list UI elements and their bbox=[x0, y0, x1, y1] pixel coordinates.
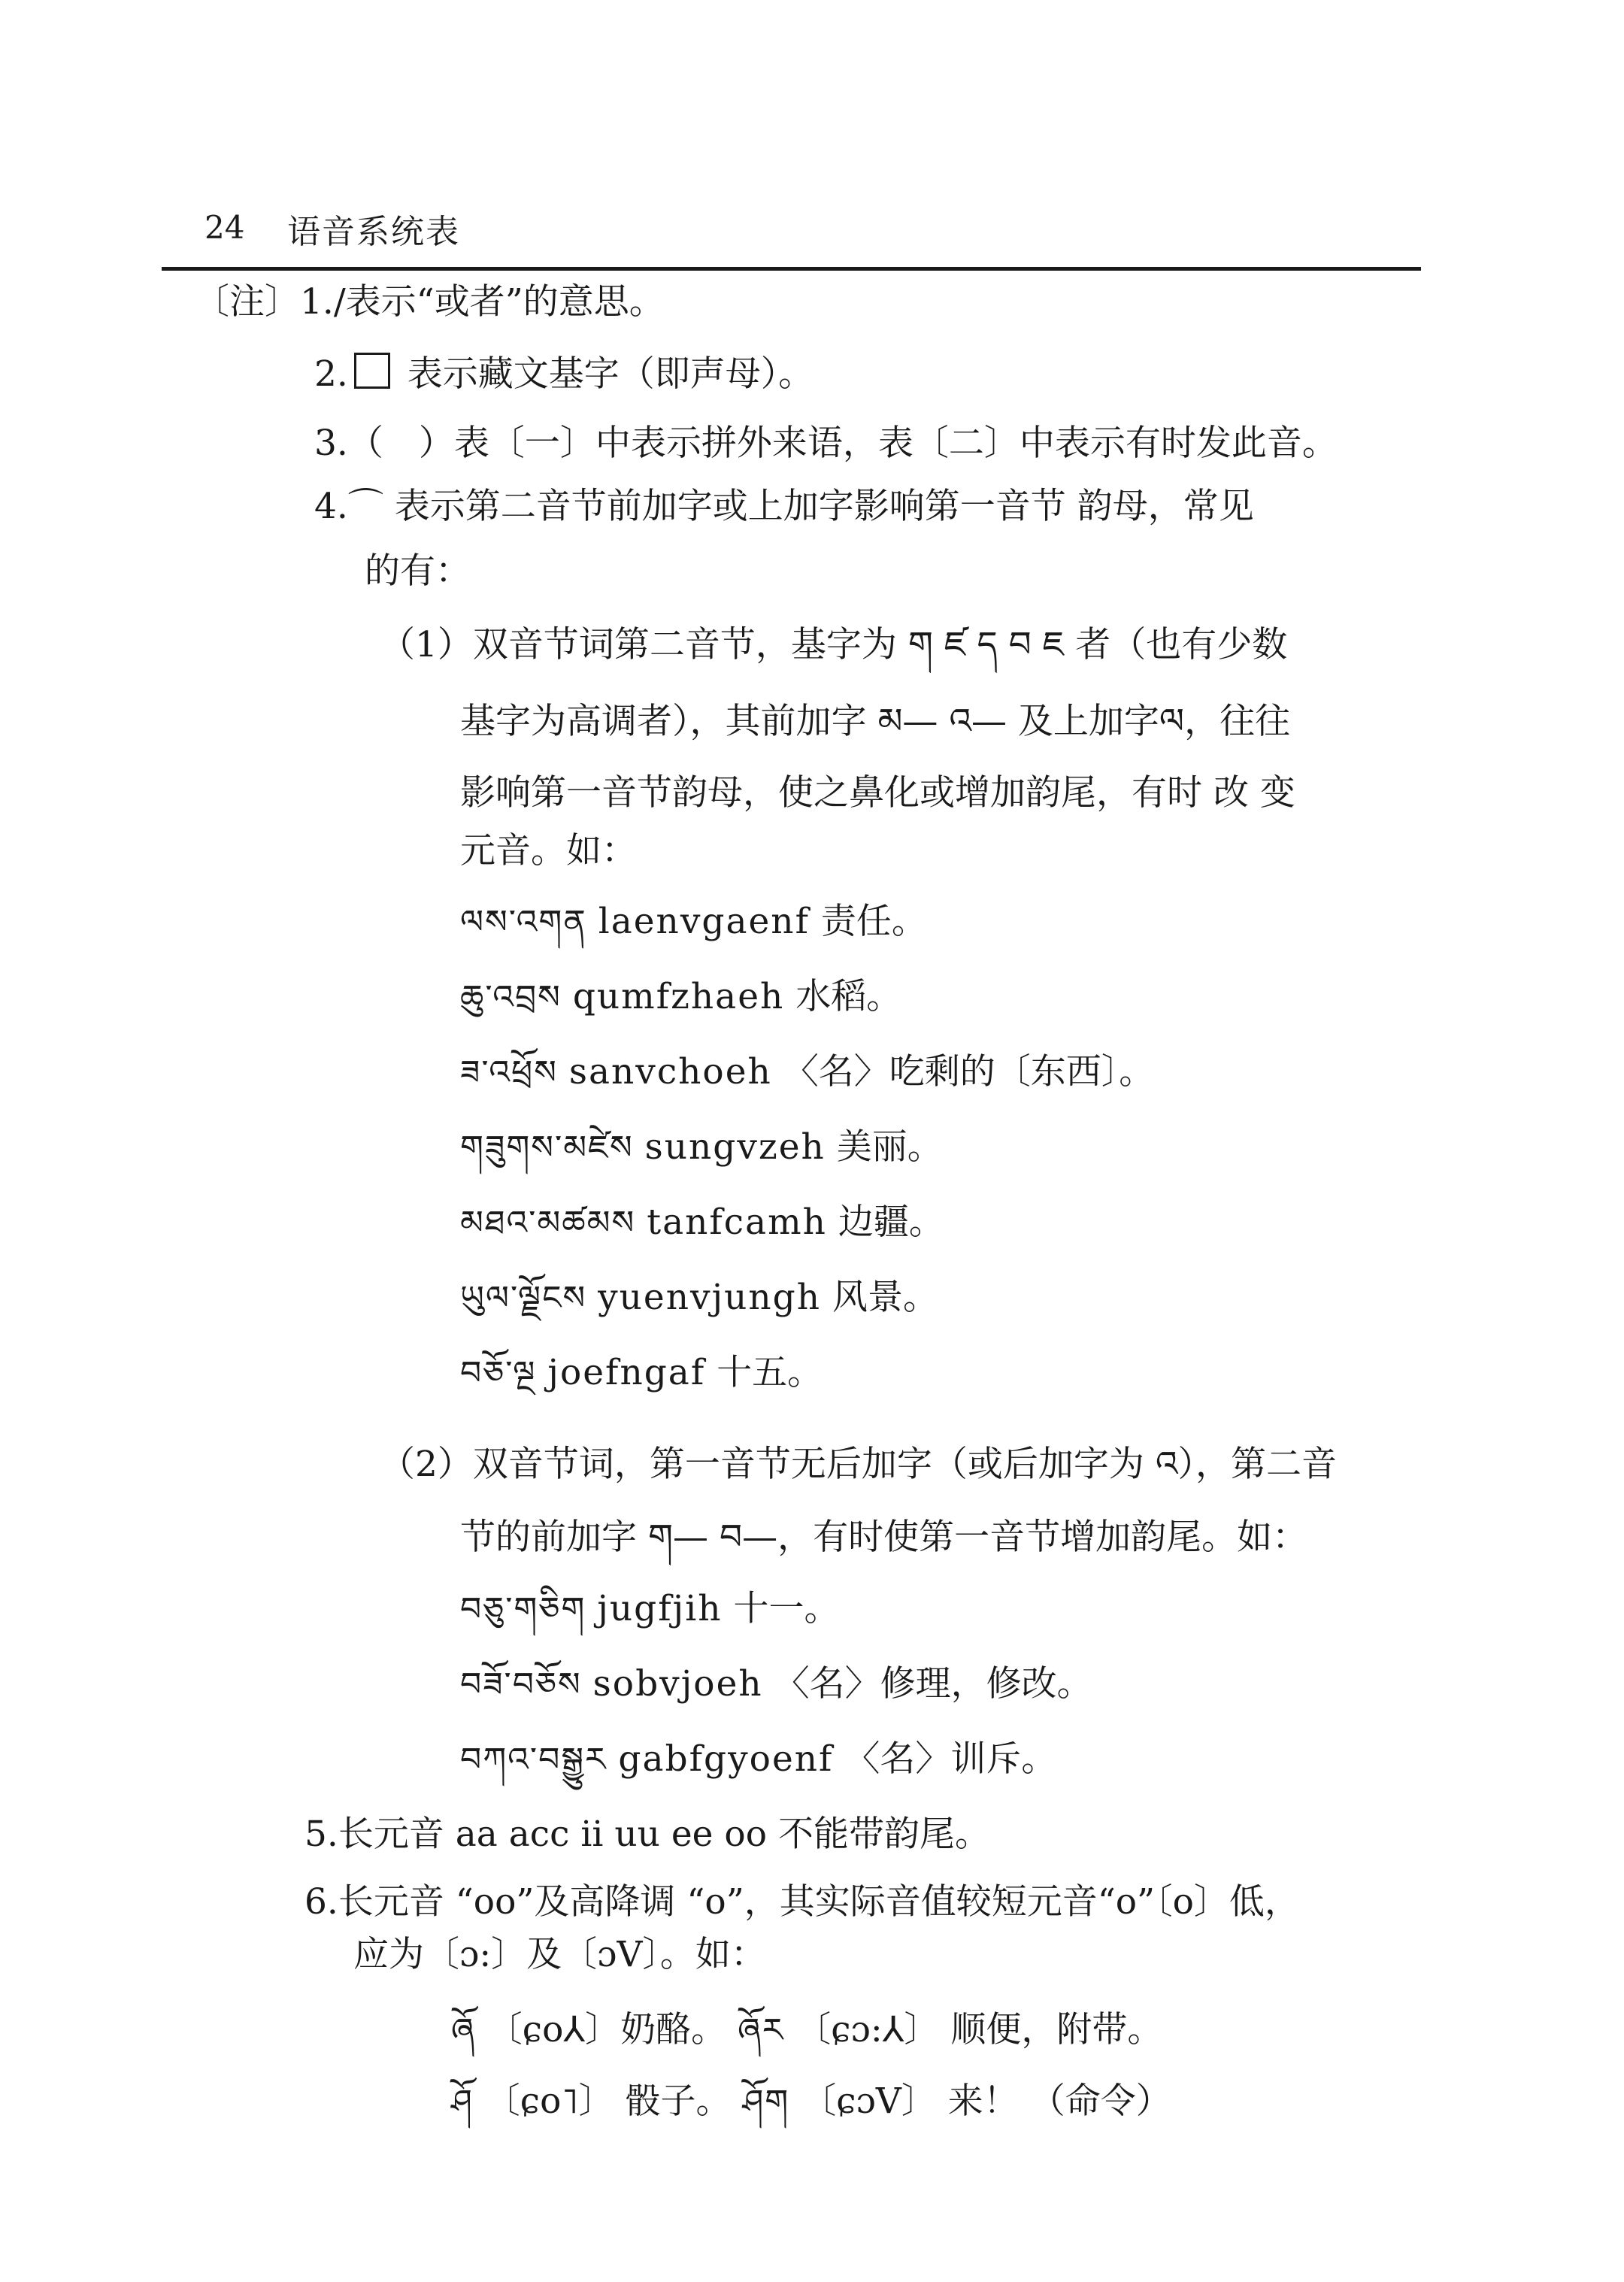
gloss: 来！ （命令） bbox=[947, 2080, 1171, 2122]
note-4-line-2: 的有： bbox=[365, 550, 471, 592]
note-3: 3.（ ）表〔一〕中表示拼外来语，表〔二〕中表示有时发此音。 bbox=[314, 423, 1338, 464]
gloss: 十一。 bbox=[733, 1588, 840, 1629]
romanization: yuenvjungh bbox=[598, 1277, 822, 1318]
example-item bbox=[460, 1737, 1056, 1783]
tibetan-word: ཆུ་འབྲས bbox=[460, 978, 562, 1017]
gloss: 边疆。 bbox=[838, 1202, 944, 1243]
note-4-line-1: 4.⌒ 表示第二音节前加字或上加字影响第一音节 韵母，常见 bbox=[314, 486, 1254, 527]
note-2 bbox=[314, 352, 814, 397]
ipa: 〔ɕo⅄〕 bbox=[486, 2009, 621, 2050]
tibetan-word: ཞོ bbox=[451, 2011, 476, 2050]
example-item bbox=[460, 1200, 944, 1246]
note-1: 〔注〕1./表示“或者”的意思。 bbox=[194, 281, 665, 323]
example-item bbox=[460, 899, 927, 945]
romanization: sanvchoeh bbox=[568, 1051, 772, 1093]
tibetan-word: ཞོར bbox=[738, 2011, 785, 2050]
note-2-text: 表示藏文基字（即声母）。 bbox=[407, 353, 814, 395]
gloss: 责任。 bbox=[820, 901, 927, 942]
tibetan-word: བཅོ་ལྔ bbox=[460, 1354, 537, 1393]
gloss: 〈名〉训斥。 bbox=[844, 1738, 1057, 1780]
running-header-title: 语音系统表 bbox=[287, 213, 460, 251]
tibetan-word: བཟོ་བཅོས bbox=[460, 1665, 582, 1704]
tibetan-word: བཀའ་བསྒྱུར bbox=[460, 1741, 607, 1779]
example-item bbox=[460, 974, 901, 1020]
tibetan-word: ཡུལ་ལྗོངས bbox=[460, 1279, 587, 1317]
example-item bbox=[460, 1050, 1154, 1096]
header-rule bbox=[162, 267, 1421, 271]
tibetan-word: ཟ་འཕྲོས bbox=[460, 1053, 558, 1092]
gloss: 顺便，附带。 bbox=[950, 2009, 1163, 2050]
romanization: tanfcamh bbox=[647, 1202, 827, 1243]
example-item bbox=[451, 2079, 1171, 2125]
gloss: 〈名〉吃剩的〔东西〕。 bbox=[783, 1051, 1155, 1093]
tibetan-word: ལས་འགན bbox=[460, 903, 587, 941]
note-6-line-1: 6.长元音 “oo”及高降调 “o”，其实际音值较短元音“o”〔o〕低， bbox=[304, 1881, 1300, 1923]
note-5: 5.长元音 aa acc ii uu ee oo 不能带韵尾。 bbox=[304, 1814, 990, 1855]
tibetan-word: གཟུགས་མཛེས bbox=[460, 1129, 634, 1167]
romanization: sungvzeh bbox=[644, 1126, 826, 1168]
tibetan-word: ཤོ bbox=[451, 2083, 474, 2121]
sub-1-line-1: （1）双音节词第二音节，基字为 ག ཛ ད བ ཇ 者（也有少数 bbox=[380, 624, 1288, 665]
sub-2-line-2: 节的前加字 ག— བ—，有时使第一音节增加韵尾。如： bbox=[460, 1517, 1308, 1558]
sub-1-line-4: 元音。如： bbox=[460, 830, 637, 871]
sub-1-line-3: 影响第一音节韵母，使之鼻化或增加韵尾，有时 改 变 bbox=[460, 772, 1295, 814]
gloss: 水稻。 bbox=[795, 976, 902, 1017]
ipa: 〔ɕɔ:⅄〕 bbox=[795, 2009, 940, 2050]
gloss: 十五。 bbox=[717, 1352, 823, 1393]
ipa: 〔ɕo˥〕 bbox=[484, 2080, 614, 2122]
ipa: 〔ɕɔV〕 bbox=[801, 2080, 937, 2122]
gloss: 〈名〉修理，修改。 bbox=[774, 1663, 1092, 1705]
note-2-number: 2. bbox=[314, 353, 348, 395]
sub-2-line-1: （2）双音节词，第一音节无后加字（或后加字为 འ），第二音 bbox=[380, 1444, 1337, 1485]
box-symbol bbox=[354, 353, 390, 389]
romanization: jugfjih bbox=[597, 1588, 723, 1629]
example-item bbox=[460, 1275, 938, 1321]
gloss: 美丽。 bbox=[836, 1126, 943, 1168]
gloss: 奶酪。 bbox=[620, 2009, 727, 2050]
romanization: gabfgyoenf bbox=[618, 1738, 834, 1780]
tibetan-word: མཐའ་མཚམས bbox=[460, 1204, 636, 1242]
note-6-line-2: 应为〔ɔ:〕及〔ɔV〕。如： bbox=[353, 1934, 766, 1975]
example-item bbox=[460, 1125, 943, 1171]
page-number: 24 bbox=[205, 209, 245, 246]
tibetan-word: བཅུ་གཅིག bbox=[460, 1590, 586, 1629]
example-item bbox=[460, 1586, 839, 1632]
gloss: 风景。 bbox=[832, 1277, 938, 1318]
example-item bbox=[460, 1662, 1092, 1708]
romanization: qumfzhaeh bbox=[572, 976, 785, 1017]
example-item bbox=[460, 1350, 823, 1396]
gloss: 骰子。 bbox=[625, 2080, 732, 2122]
romanization: sobvjoeh bbox=[592, 1663, 763, 1705]
tibetan-word: ཤོག bbox=[742, 2083, 790, 2121]
romanization: laenvgaenf bbox=[598, 901, 810, 942]
romanization: joefngaf bbox=[547, 1352, 706, 1393]
example-item bbox=[451, 2008, 1162, 2053]
sub-1-line-2: 基字为高调者），其前加字 མ— འ— 及上加字ལ，往往 bbox=[460, 701, 1291, 742]
